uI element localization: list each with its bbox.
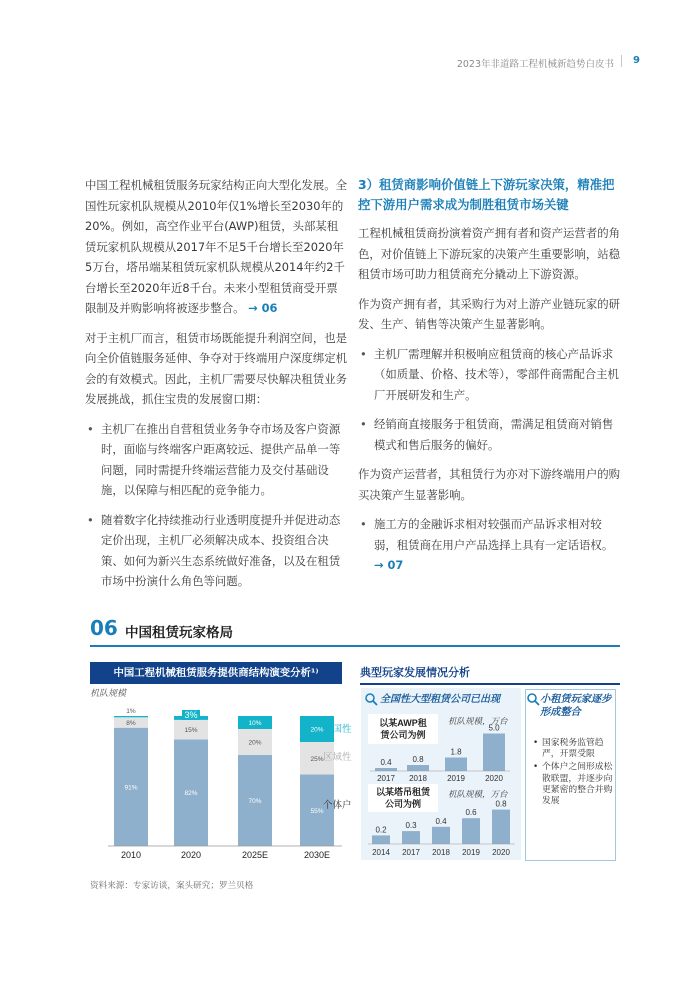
small-players-item: • 国家税务监管趋严，开票受限: [530, 738, 614, 760]
awp-category-label: 2017: [377, 774, 395, 783]
stack-data-label: 1%: [126, 708, 136, 715]
crane-ylabel: 机队规模，万台: [448, 789, 508, 799]
zoom-icon: [526, 692, 540, 706]
crane-data-label: 0.4: [435, 816, 447, 826]
header-divider: [621, 55, 622, 67]
crane-bar: [462, 818, 480, 844]
stack-ylabel: 机队规模: [90, 688, 127, 698]
stack-data-label: 82%: [184, 790, 198, 798]
left-bullet-2: • 随着数字化持续推动行业透明度提升并促进动态定价出现，主机厂必须解决成本、投资组合决策、如何为新兴生态系统做好准备，以及在租赁市场中扮演什么角色等问题。: [85, 510, 347, 592]
small-players-item: • 个体户之间形成松散联盟，并逐步向更紧密的整合并购发展: [530, 762, 614, 807]
stack-data-label: 8%: [126, 720, 136, 727]
awp-data-label: 0.4: [380, 758, 392, 767]
right-bullet-2: • 经销商直接服务于租赁商，需满足租赁商对销售模式和售后服务的偏好。: [358, 414, 620, 455]
awp-panel-title: 全国性大型租赁公司已出现: [380, 694, 500, 705]
crane-category-label: 2019: [462, 848, 480, 857]
right-bullet-1: • 主机厂需理解并积极响应租赁商的核心产品诉求（如质量、价格、技术等），零部件商需配合主机厂开展研发和生产。: [358, 344, 620, 406]
ref-link-07[interactable]: → 07: [374, 558, 404, 572]
awp-category-label: 2020: [485, 774, 503, 783]
right-paragraph-1: 工程机械租赁商扮演着资产拥有者和资产运营者的角色，对价值链上下游玩家的决策产生重要影响，站稳租赁市场可助力租赁商充分撬动上下游资源。: [358, 226, 620, 281]
crane-category-label: 2017: [402, 848, 420, 857]
ref-link-06[interactable]: → 06: [248, 301, 278, 315]
small-players-list: [530, 738, 614, 809]
stack-data-label: 91%: [124, 784, 138, 792]
awp-bar: [483, 734, 505, 772]
stack-category-label: 2020: [180, 850, 202, 860]
left-paragraph-2: 对于主机厂而言，租赁市场既能提升利润空间，也是向全价值链服务延伸、争夺对于终端用户深度绑定机会的有效模式。因此，主机厂需要尽快解决租赁业务发展挑战，抓住宝贵的发展窗口期：: [85, 330, 347, 406]
right-panel-rule: [360, 683, 620, 685]
awp-bar: [407, 765, 429, 771]
crane-bar: [432, 827, 450, 844]
stack-category-label: 2010: [120, 850, 142, 860]
stack-data-label: 10%: [248, 720, 262, 727]
crane-category-label: 2014: [372, 848, 390, 857]
stack-data-label: 55%: [310, 807, 324, 815]
header-title: 2023年非道路工程机械新趋势白皮书: [456, 59, 614, 70]
left-panel-title: 中国工程机械租赁服务提供商结构演变分析¹⁾: [90, 662, 342, 684]
crane-category-label: 2020: [492, 848, 510, 857]
stack-legend-label: 全国性: [323, 724, 352, 735]
stack-data-label: 25%: [310, 755, 324, 763]
stack-category-label: 2025E: [241, 850, 269, 860]
awp-chart-title: 以某AWP租: [379, 718, 427, 728]
left-paragraph-1: [85, 175, 347, 319]
left-paragraph-1-text: 中国工程机械租赁服务玩家结构正向大型化发展。全国性玩家机队规模从2010年仅1%增长至2030年的20%。例如，高空作业平台(AWP)租赁，头部某租赁玩家机队规模从2017年不足5千台增长至2020年5万台，塔吊端某租赁玩家机队规模从2014年约2千台增长至2020年近8千台。未来小型租赁商受开票限制及并购影响将被逐步整合。: [85, 178, 347, 315]
section-number: 06: [90, 616, 118, 640]
left-column: [85, 175, 347, 601]
right-paragraph-2: 作为资产拥有者，其采购行为对上游产业链玩家的研发、生产、销售等决策产生显著影响。: [358, 296, 620, 331]
right-bullet-3-text: 施工方的金融诉求相对较强而产品诉求相对较弱，租赁商在用户产品选择上具有一定话语权。: [374, 517, 614, 552]
crane-data-label: 0.2: [375, 825, 387, 835]
page-number: 9: [633, 55, 640, 66]
stack-data-label: 20%: [248, 739, 262, 747]
crane-data-label: 0.6: [465, 808, 477, 818]
player-bar-charts: [360, 686, 525, 862]
stack-legend-label: 个体户: [323, 800, 352, 811]
awp-bar: [375, 768, 397, 771]
right-bullet-3: [358, 514, 620, 576]
section-rule: [90, 645, 620, 647]
source-note: 资料来源：专家访谈，案头研究；罗兰贝格: [90, 881, 254, 891]
crane-chart-title: 以某塔吊租赁: [375, 787, 431, 797]
stack-data-label: 20%: [310, 726, 324, 734]
right-panel-title: 典型玩家发展情况分析: [360, 666, 470, 679]
right-heading: 3）租赁商影响价值链上下游玩家决策，精准把控下游用户需求成为制胜租赁市场关键: [358, 177, 615, 212]
awp-category-label: 2019: [447, 774, 465, 783]
awp-data-label: 0.8: [412, 755, 424, 764]
crane-bar: [402, 831, 420, 844]
stacked-bar-chart: [80, 684, 360, 864]
awp-bar: [445, 758, 467, 772]
stack-data-label: 15%: [184, 727, 198, 735]
crane-bar: [492, 810, 510, 844]
crane-category-label: 2018: [432, 848, 450, 857]
awp-data-label: 5.0: [488, 723, 500, 733]
left-bullet-1: • 主机厂在推出自营租赁业务争夺市场及客户资源时，面临与终端客户距离较远、提供产品单一等问题，同时需提升终端运营能力及交付基础设施，以保障与相匹配的竞争能力。: [85, 419, 347, 501]
crane-data-label: 0.8: [495, 799, 507, 809]
stack-category-label: 2030E: [303, 850, 331, 860]
stack-bar-segment: [114, 716, 148, 717]
crane-chart-title: 公司为例: [384, 799, 422, 809]
right-column: [358, 175, 620, 585]
small-players-title: 小租赁玩家逐步形成整合: [540, 694, 612, 718]
awp-data-label: 1.8: [450, 747, 462, 757]
awp-ylabel: 机队规模，万台: [448, 716, 508, 726]
crane-bar: [372, 835, 390, 844]
crane-data-label: 0.3: [405, 821, 417, 831]
section-title: 中国租赁玩家格局: [125, 625, 233, 641]
awp-category-label: 2018: [409, 774, 427, 783]
stack-data-label: 70%: [248, 798, 262, 805]
right-paragraph-3: 作为资产运营者，其租赁行为亦对下游终端用户的购买决策产生显著影响。: [358, 467, 620, 502]
awp-chart-title: 赁公司为例: [380, 730, 426, 740]
stack-legend-label: 区域性: [323, 752, 352, 763]
stack-data-label: 3%: [184, 710, 198, 720]
